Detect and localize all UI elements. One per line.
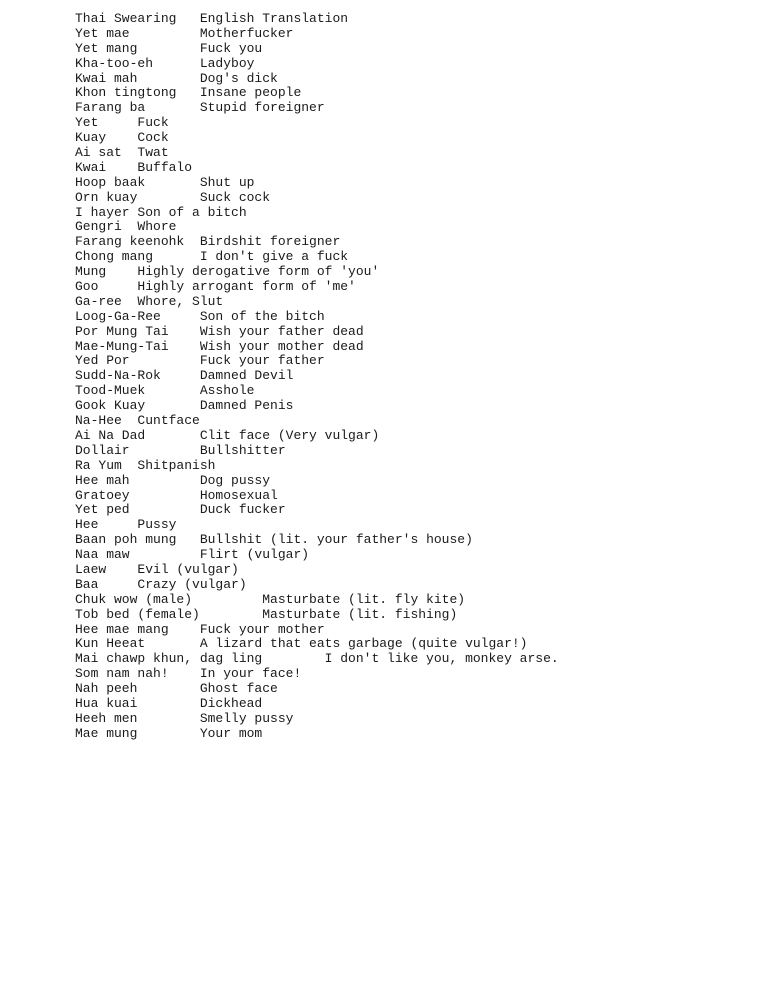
text-line: Yed Por Fuck your father (75, 353, 325, 369)
text-line: Loog-Ga-Ree Son of the bitch (75, 308, 325, 324)
text-line: Gratoey Homosexual (75, 487, 278, 503)
text-line: Ra Yum Shitpanish (75, 457, 216, 473)
text-line: Chuk wow (male) Masturbate (lit. fly kite) (75, 591, 466, 607)
text-line: Gengri Whore (75, 219, 177, 235)
text-line: Yet mae Motherfucker (75, 25, 294, 41)
text-line: Hee mah Dog pussy (75, 472, 271, 488)
text-line: Yet Fuck (75, 115, 169, 131)
text-line: Khon tingtong Insane people (75, 85, 302, 101)
text-line: Dollair Bullshitter (75, 442, 286, 458)
text-line: Hee Pussy (75, 517, 177, 533)
text-line: Yet ped Duck fucker (75, 502, 286, 518)
text-line: Na-Hee Cuntface (75, 413, 200, 429)
text-line: Kwai Buffalo (75, 159, 193, 175)
text-line: Baan poh mung Bullshit (lit. your father's house) (75, 532, 473, 548)
text-line: Heeh men Smelly pussy (75, 710, 294, 726)
text-line: Por Mung Tai Wish your father dead (75, 323, 364, 339)
text-line: Kha-too-eh Ladyboy (75, 55, 255, 71)
text-line: Ai sat Twat (75, 145, 169, 161)
text-line: I hayer Son of a bitch (75, 204, 247, 220)
text-line: Tood-Muek Asshole (75, 383, 255, 399)
text-line: Sudd-Na-Rok Damned Devil (75, 368, 294, 384)
text-line: Tob bed (female) Masturbate (lit. fishing) (75, 606, 458, 622)
table-header: Thai Swearing English Translation (75, 11, 349, 26)
text-line: Hoop baak Shut up (75, 174, 255, 190)
text-line: Farang keenohk Birdshit foreigner (75, 234, 341, 250)
text-line: Laew Evil (vulgar) (75, 561, 239, 577)
text-line: Mung Highly derogative form of 'you' (75, 264, 380, 280)
text-line: Farang ba Stupid foreigner (75, 100, 325, 116)
text-line: Ga-ree Whore, Slut (75, 293, 224, 309)
text-line: Naa maw Flirt (vulgar) (75, 547, 310, 563)
text-line: Baa Crazy (vulgar) (75, 576, 247, 592)
text-line: Hee mae mang Fuck your mother (75, 621, 325, 637)
text-line: Chong mang I don't give a fuck (75, 249, 349, 265)
document-page (75, 12, 755, 742)
text-line: Nah peeh Ghost face (75, 681, 278, 697)
text-line: Orn kuay Suck cock (75, 189, 271, 205)
text-line: Kwai mah Dog's dick (75, 70, 278, 86)
text-line: Goo Highly arrogant form of 'me' (75, 279, 356, 295)
text-line: Kuay Cock (75, 130, 169, 146)
text-line: Mae mung Your mom (75, 725, 263, 741)
text-line: Yet mang Fuck you (75, 40, 263, 56)
text-line: Gook Kuay Damned Penis (75, 398, 294, 414)
text-line: Ai Na Dad Clit face (Very vulgar) (75, 427, 380, 443)
text-line: Kun Heeat A lizard that eats garbage (quite vulgar!) (75, 636, 528, 652)
text-line: Hua kuai Dickhead (75, 695, 263, 711)
text-line: Mae-Mung-Tai Wish your mother dead (75, 338, 364, 354)
text-line: Som nam nah! In your face! (75, 666, 302, 682)
text-line: Mai chawp khun, dag ling I don't like you, monkey arse. (75, 651, 559, 667)
